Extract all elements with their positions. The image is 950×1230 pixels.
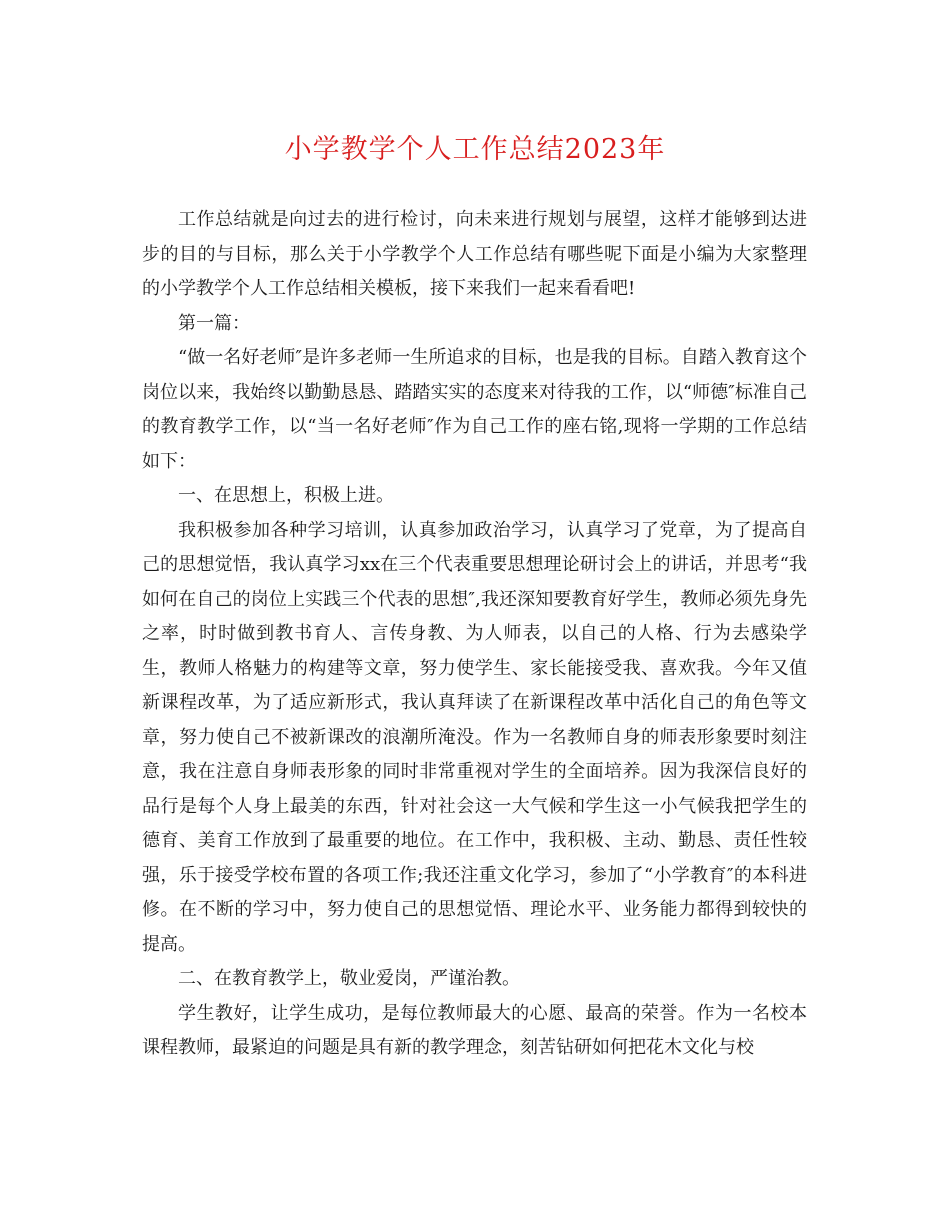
section-label: 第一篇：	[178, 312, 250, 334]
document-body	[142, 203, 807, 1066]
intro-paragraph: 工作总结就是向过去的进行检讨，向未来进行规划与展望，这样才能够到达进步的目的与目标，那么关于小学教学个人工作总结有哪些呢下面是小编为大家整理的小学教学个人工作总结相关模板，接下来我们一起来看看吧!	[142, 209, 807, 299]
section-heading: 一、在思想上，积极上进。	[178, 485, 394, 506]
body-paragraph: 学生教好，让学生成功，是每位教师最大的心愿、最高的荣誉。作为一名校本课程教师，最紧迫的问题是具有新的教学理念，刻苦钻研如何把花木文化与校	[142, 1002, 807, 1058]
body-paragraph: “做一名好老师″是许多老师一生所追求的目标，也是我的目标。自踏入教育这个岗位以来，我始终以勤勤恳恳、踏踏实实的态度来对待我的工作，以“师德″标准自己的教育教学工作，以“当一名好老师″作为自己工作的座右铭,现将一学期的工作总结如下：	[142, 347, 807, 472]
section-heading: 二、在教育教学上，敬业爱岗，严谨治教。	[178, 968, 520, 989]
document-title: 小学教学个人工作总结2023年	[284, 134, 666, 165]
body-paragraph: 我积极参加各种学习培训，认真参加政治学习，认真学习了党章，为了提高自己的思想觉悟，我认真学习xx在三个代表重要思想理论研讨会上的讲话，并思考“我如何在自己的岗位上实践三个代表的思想″,我还深知要教育好学生，教师必须先身先之率，时时做到教书育人、言传身教、为人师表，以自己的人格、行为去感染学生，教师人格魅力的构建等文章，努力使学生、家长能接受我、喜欢我。今年又值新课程改革，为了适应新形式，我认真拜读了在新课程改革中活化自己的角色等文章，努力使自己不被新课改的浪潮所淹没。作为一名教师自身的师表形象要时刻注意，我在注意自身师表形象的同时非常重视对学生的全面培养。因为我深信良好的品行是每个人身上最美的东西，针对社会这一大气候和学生这一小气候我把学生的德育、美育工作放到了最重要的地位。在工作中，我积极、主动、勤恳、责任性较强，乐于接受学校布置的各项工作;我还注重文化学习，参加了“小学教育″的本科进修。在不断的学习中，努力使自己的思想觉悟、理论水平、业务能力都得到较快的提高。	[142, 519, 807, 955]
